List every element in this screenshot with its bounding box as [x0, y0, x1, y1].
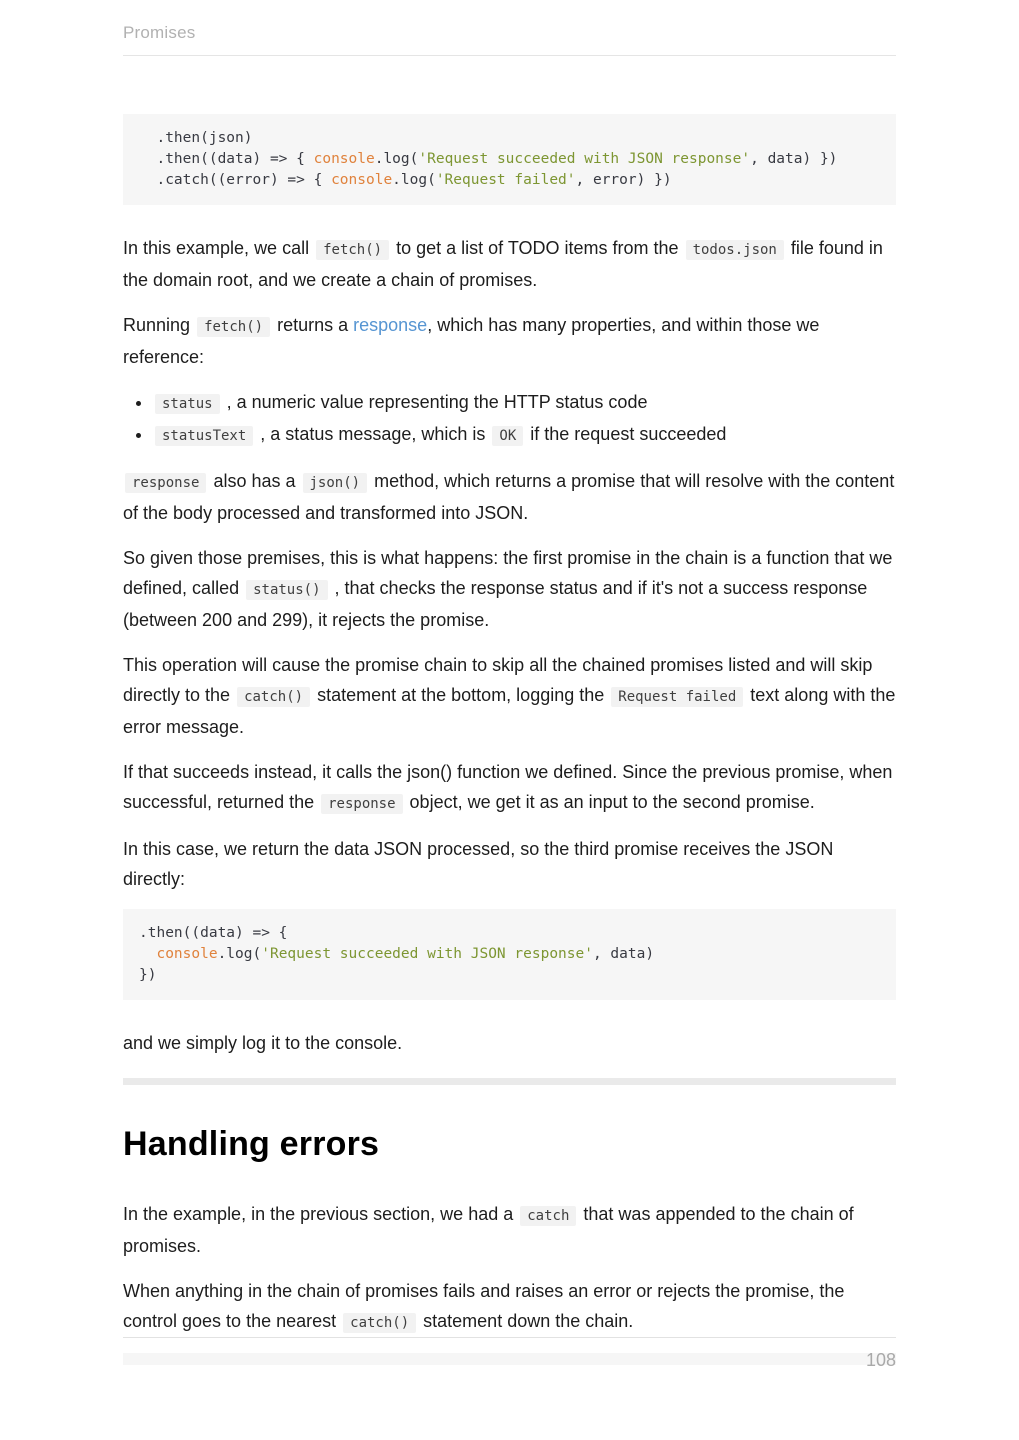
- section-divider: [123, 1078, 896, 1085]
- paragraph-fetch-example: In this example, we call fetch() to get a list of TODO items from the todos.json file found in the domain root, and we create a chain of promises.: [123, 238, 883, 290]
- inline-code: Request failed: [611, 687, 743, 707]
- code-token: console: [156, 946, 218, 962]
- paragraph-log-console: and we simply log it to the console.: [123, 1033, 403, 1053]
- code-token: .then((data) => {: [139, 925, 288, 941]
- code-token: .then(json): [139, 130, 253, 146]
- code-block-then-data: [123, 909, 896, 1000]
- code-block-promise-chain: [123, 114, 896, 205]
- inline-code: OK: [492, 426, 523, 446]
- page-footer: [123, 1337, 896, 1371]
- code-token: .log(: [392, 172, 436, 188]
- inline-code: response: [125, 473, 206, 493]
- inline-code: response: [321, 794, 402, 814]
- code-token: .log(: [374, 151, 419, 167]
- code-token: .then((data) => {: [139, 151, 314, 167]
- paragraph-nearest-catch: When anything in the chain of promises fails and raises an error or rejects the promise, the control goes to the nearest catch() statement down the chain.: [123, 1281, 845, 1331]
- paragraph-premises: So given those premises, this is what happens: the first promise in the chain is a function that we defined, called status() , that checks the response status and if it's not a success response (between 200 and 299), it rejects the promise.: [123, 548, 893, 630]
- code-token: , error) }): [575, 172, 672, 188]
- page-header: [123, 0, 896, 56]
- code-token: [139, 946, 156, 962]
- response-properties-list: [123, 387, 896, 451]
- inline-code: status(): [246, 580, 327, 600]
- list-item-status: • status , a numeric value representing the HTTP status code: [153, 387, 896, 419]
- code-token: 'Request succeeded with JSON response': [418, 151, 751, 167]
- code-token: , data) }): [750, 151, 838, 167]
- paragraph-skip-chain: This operation will cause the promise chain to skip all the chained promises listed and will skip directly to the catch() statement at the bottom, logging the Request failed text along with the error message.: [123, 655, 896, 737]
- inline-code: fetch(): [316, 240, 389, 260]
- inline-code: statusText: [155, 426, 253, 446]
- inline-code: catch: [520, 1206, 576, 1226]
- page-number: 108: [865, 1350, 896, 1370]
- page-content: [123, 56, 896, 1365]
- code-token: console: [331, 172, 393, 188]
- paragraph-catch-appended: In the example, in the previous section, we had a catch that was appended to the chain of promises.: [123, 1204, 854, 1256]
- list-item-statustext: • statusText , a status message, which is OK if the request succeeded: [153, 419, 896, 451]
- paragraph-running-fetch: Running fetch() returns a response, which has many properties, and within those we reference:: [123, 315, 820, 367]
- inline-code: catch(): [237, 687, 310, 707]
- paragraph-third-promise: In this case, we return the data JSON processed, so the third promise receives the JSON directly:: [123, 839, 834, 889]
- inline-code: json(): [303, 473, 368, 493]
- paragraph-json-method: response also has a json() method, which returns a promise that will resolve with the content of the body processed and transformed into JSON.: [123, 471, 895, 523]
- code-token: console: [313, 151, 375, 167]
- code-token: }): [139, 967, 157, 983]
- response-link[interactable]: response: [353, 315, 428, 335]
- inline-code: catch(): [343, 1313, 416, 1333]
- page-header-title: Promises: [123, 23, 196, 42]
- paragraph-succeeds-instead: If that succeeds instead, it calls the json() function we defined. Since the previous promise, when successful, returned the response object, we get it as an input to the second promise.: [123, 762, 893, 812]
- section-heading-handling-errors: Handling errors: [123, 1125, 380, 1163]
- inline-code: todos.json: [686, 240, 784, 260]
- inline-code: status: [155, 394, 220, 414]
- inline-code: fetch(): [197, 317, 270, 337]
- code-token: 'Request failed': [435, 172, 576, 188]
- code-token: 'Request succeeded with JSON response': [261, 946, 593, 962]
- code-token: .catch((error) => {: [139, 172, 332, 188]
- code-token: , data): [592, 946, 655, 962]
- code-token: .log(: [217, 946, 262, 962]
